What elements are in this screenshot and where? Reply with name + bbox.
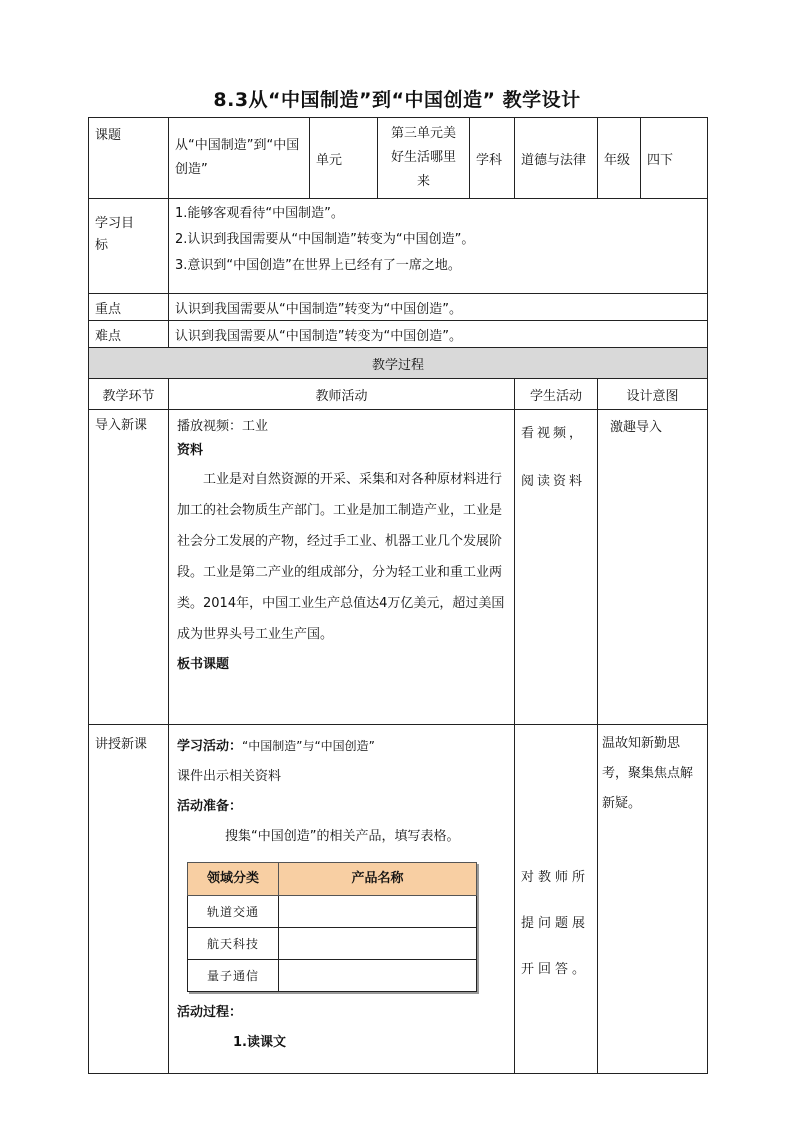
product-table-header [188,863,477,896]
key-point-label: 重点 [89,294,169,321]
grade-value: 四下 [641,118,708,199]
intro-video: 播放视频：工业 [177,419,269,434]
intro-row [89,410,708,725]
course-label: 课题 [89,118,169,199]
product-table [187,862,477,992]
field-cell: 量子通信 [188,960,279,992]
document-title: 8.3从“中国制造”到“中国创造” 教学设计 [213,89,581,111]
product-table-row [188,896,477,928]
step-1: 1.读课文 [233,1035,286,1050]
difficulty-text: 认识到我国需要从“中国制造”转变为“中国创造”。 [169,321,708,348]
key-point-row [89,294,708,321]
lecture-intent: 温故知新勤思考，聚集焦点解新疑。 [598,725,708,1074]
lecture-row [89,725,708,1074]
subject-label: 学科 [470,118,515,199]
product-cell[interactable] [279,928,477,960]
column-header-row [89,379,708,410]
lecture-student: 对教师所提问题展开回答。 [515,725,598,1074]
difficulty-row [89,321,708,348]
lecture-stage: 讲授新课 [89,725,169,1074]
goal-item: 3.意识到“中国创造”在世界上已经有了一席之地。 [175,258,461,273]
unit-label: 单元 [310,118,378,199]
subject-value: 道德与法律 [515,118,598,199]
activity-label: 学习活动： [177,739,243,754]
course-value: 从“中国制造”到“中国创造” [169,118,310,199]
field-header: 领域分类 [188,863,279,896]
intro-stage: 导入新课 [89,410,169,725]
intro-student: 看视频，阅读资料 [515,410,598,725]
process-label: 活动过程： [177,1005,243,1020]
lesson-plan-table [88,117,708,1074]
product-table-row [188,928,477,960]
intro-teacher [169,410,515,725]
product-cell[interactable] [279,960,477,992]
unit-value: 第三单元美好生活哪里来 [378,118,470,199]
activity-text: “中国制造”与“中国创造” [242,739,375,753]
field-cell: 航天科技 [188,928,279,960]
lecture-activity [177,731,506,762]
lecture-teacher [169,725,515,1074]
process-header: 教学过程 [89,348,708,379]
intro-material-heading: 资料 [177,443,204,458]
col-student: 学生活动 [515,379,598,410]
goals-label: 学习目标 [89,199,169,294]
intro-material-text: 工业是对自然资源的开采、采集和对各种原材料进行加工的社会物质生产部门。工业是加工制造产业，工业是社会分工发展的产物，经过手工业、机器工业几个发展阶段。工业是第二产业的组成部分，分为轻工业和重工业两类。2014年，中国工业生产总值达4万亿美元，超过美国成为世界头号工业生产国。 [177,472,505,642]
field-cell: 轨道交通 [188,896,279,928]
product-header: 产品名称 [279,863,477,896]
lesson-plan [88,117,707,1074]
lecture-courseware: 课件出示相关资料 [177,769,282,784]
prep-label: 活动准备： [177,799,243,814]
key-point-text: 认识到我国需要从“中国制造”转变为“中国创造”。 [169,294,708,321]
prep-text: 搜集“中国创造”的相关产品，填写表格。 [225,829,460,844]
difficulty-label: 难点 [89,321,169,348]
intro-board: 板书课题 [177,657,230,672]
process-header-row [89,348,708,379]
goals-list [169,199,708,294]
info-row [89,118,708,199]
goals-row [89,199,708,294]
product-table-row [188,960,477,992]
goal-item: 2.认识到我国需要从“中国制造”转变为“中国创造”。 [175,232,475,247]
product-cell[interactable] [279,896,477,928]
col-teacher: 教师活动 [169,379,515,410]
goal-item: 1.能够客观看待“中国制造”。 [175,206,344,221]
col-intent: 设计意图 [598,379,708,410]
intro-intent: 激趣导入 [598,410,708,725]
grade-label: 年级 [598,118,641,199]
col-stage: 教学环节 [89,379,169,410]
